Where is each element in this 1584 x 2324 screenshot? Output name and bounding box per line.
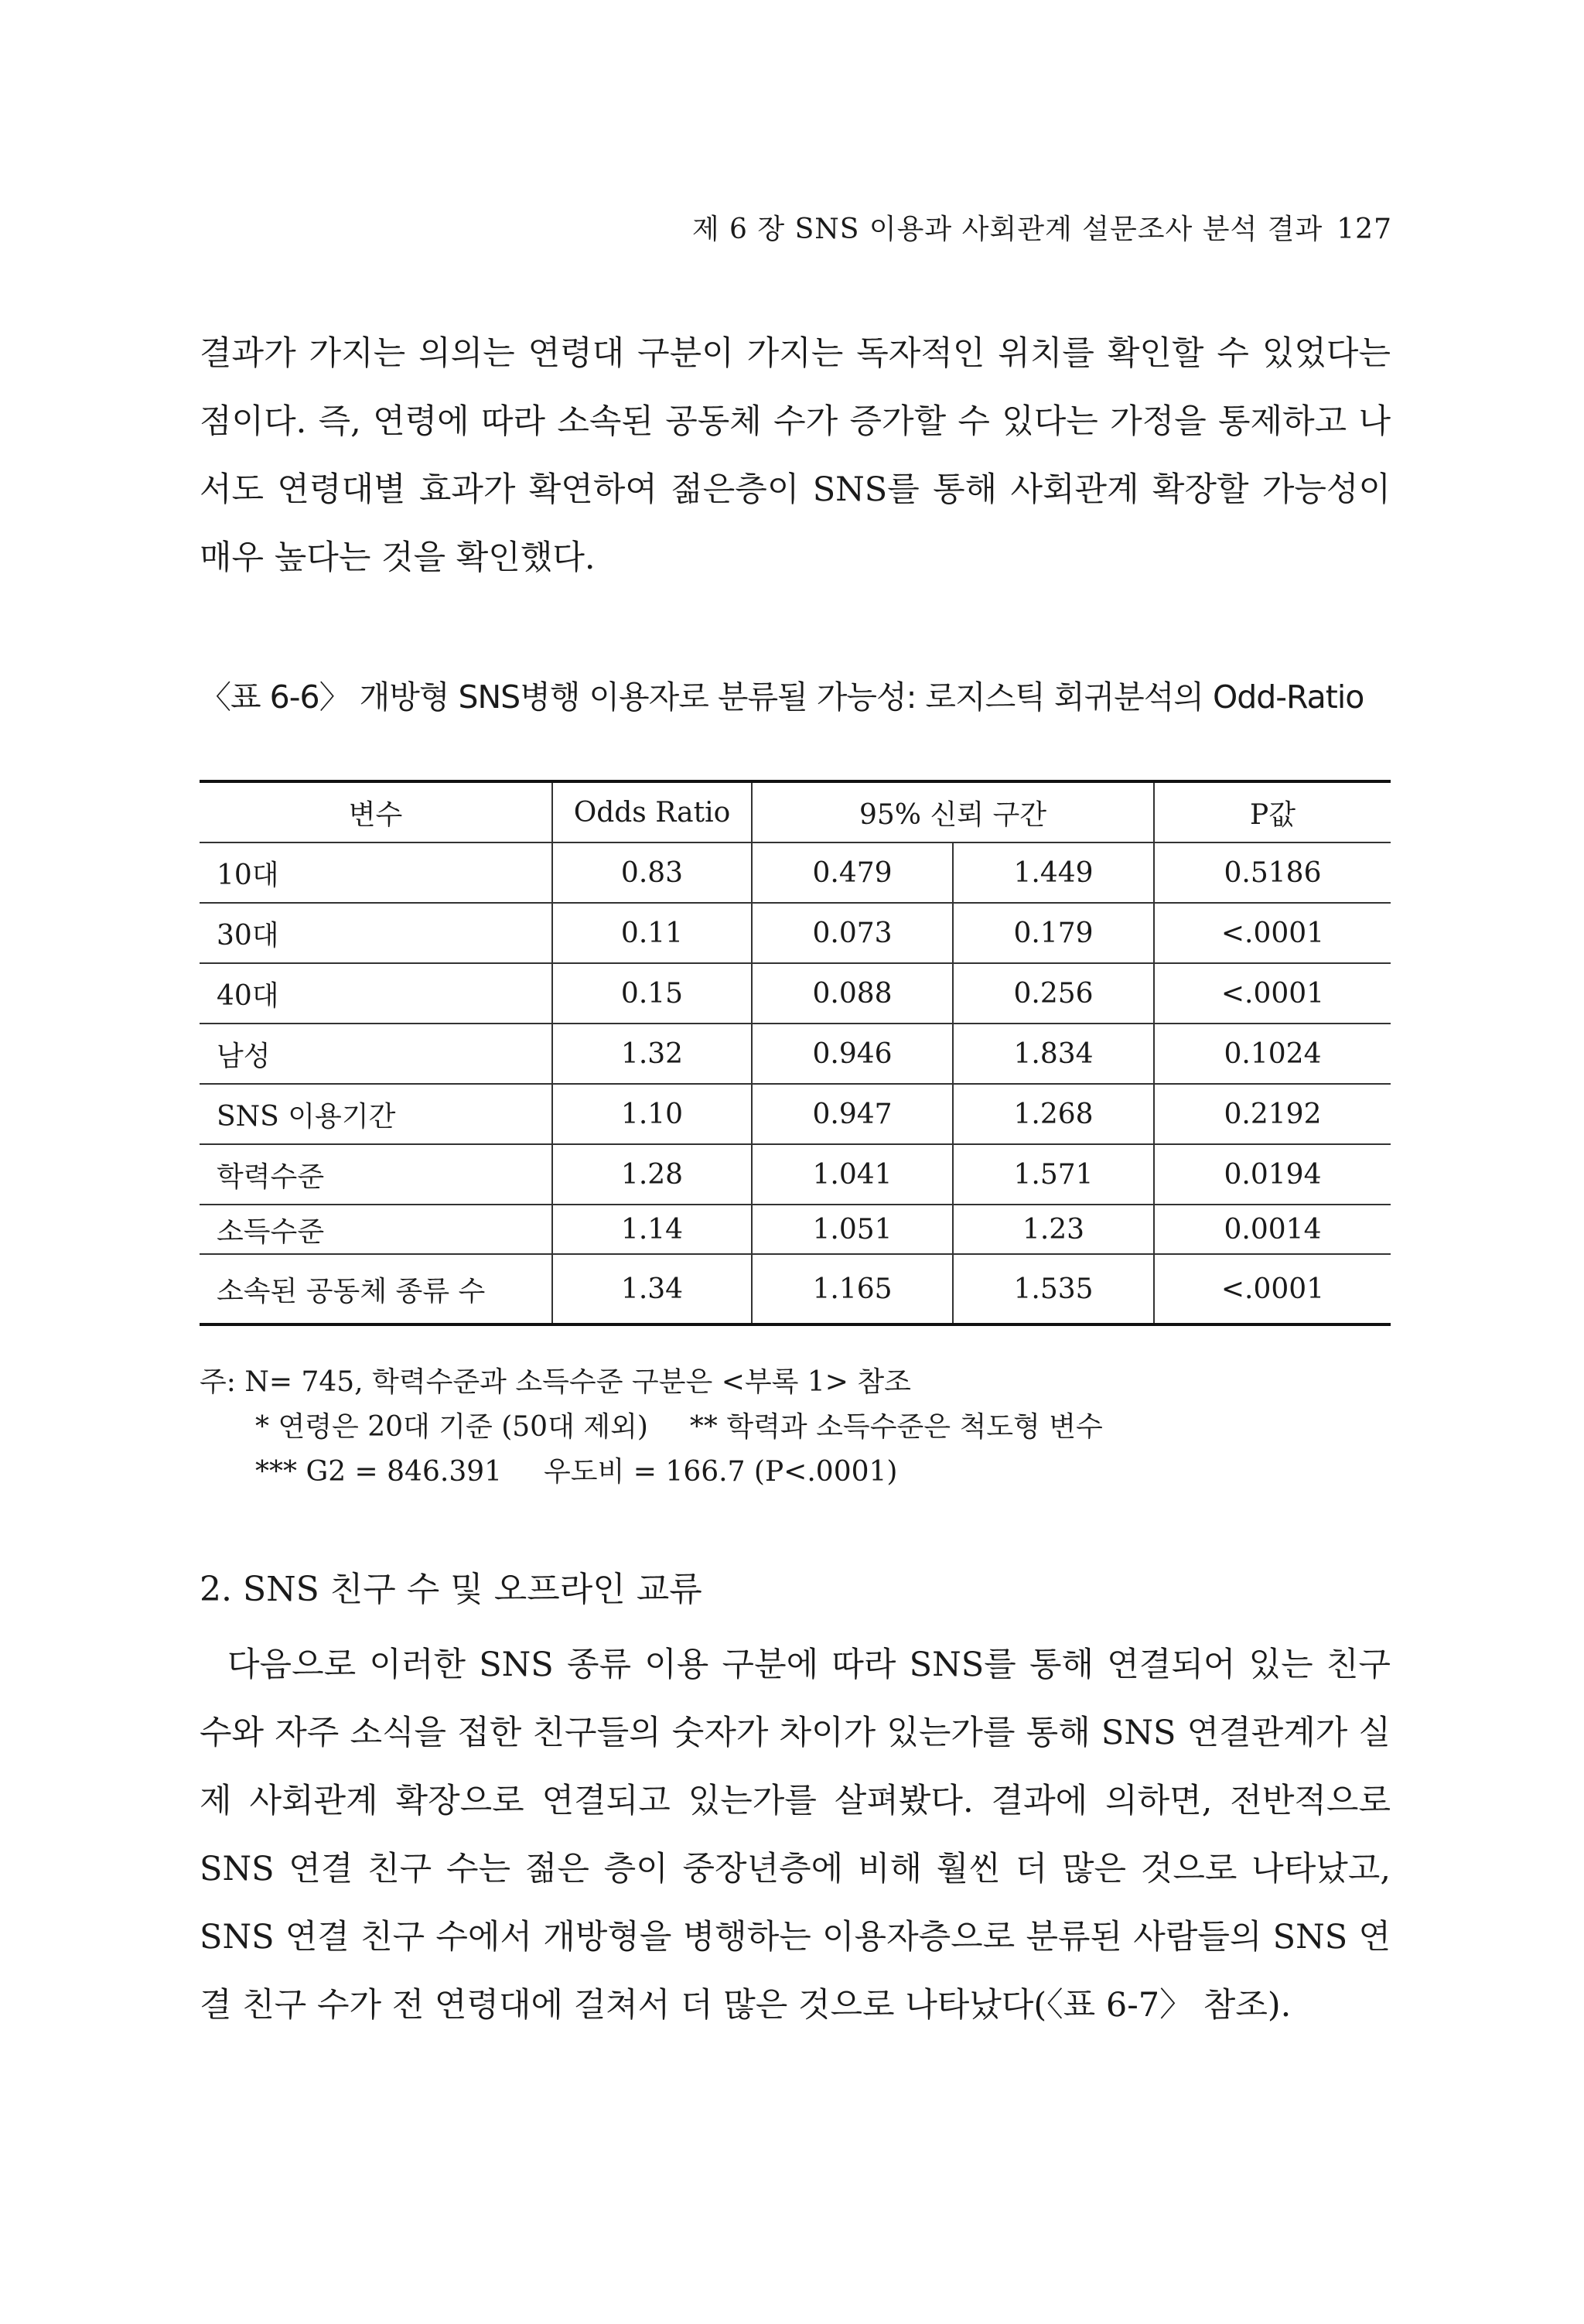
page-number: 127 xyxy=(1336,214,1392,245)
cell-variable: 30대 xyxy=(200,903,552,963)
table-row xyxy=(200,1205,1391,1254)
cell-p-value: <.0001 xyxy=(1154,903,1391,963)
note-likelihood-ratio: 우도비 = 166.7 (P<.0001) xyxy=(544,1456,898,1488)
cell-ci-high: 0.179 xyxy=(953,903,1154,963)
table-row xyxy=(200,903,1391,963)
cell-variable: 10대 xyxy=(200,842,552,903)
section-heading: 2. SNS 친구 수 및 오프라인 교류 xyxy=(200,1570,702,1609)
cell-variable: 소속된 공동체 종류 수 xyxy=(200,1254,552,1324)
cell-p-value: <.0001 xyxy=(1154,1254,1391,1324)
cell-variable: 학력수준 xyxy=(200,1144,552,1205)
cell-p-value: 0.0014 xyxy=(1154,1205,1391,1254)
header-variable: 변수 xyxy=(200,781,552,842)
table-row xyxy=(200,1144,1391,1205)
cell-ci-low: 1.165 xyxy=(752,1254,953,1324)
note-line-3 xyxy=(200,1450,1391,1495)
table-row xyxy=(200,963,1391,1024)
cell-ci-high: 1.23 xyxy=(953,1205,1154,1254)
cell-ci-high: 0.256 xyxy=(953,963,1154,1024)
cell-odds-ratio: 1.34 xyxy=(552,1254,752,1324)
note-g2: *** G2 = 846.391 xyxy=(255,1456,503,1488)
note-line-1: 주: N= 745, 학력수준과 소득수준 구분은 <부록 1> 참조 xyxy=(200,1366,911,1398)
table-caption: 〈표 6-6〉 개방형 SNS병행 이용자로 분류될 가능성: 로지스틱 회귀분석의 Odd-Ratio xyxy=(200,678,1364,716)
cell-odds-ratio: 1.28 xyxy=(552,1144,752,1205)
table-row xyxy=(200,1024,1391,1084)
table-notes xyxy=(200,1360,1391,1495)
body-paragraph-1: 결과가 가지는 의의는 연령대 구분이 가지는 독자적인 위치를 확인할 수 있었다는 점이다. 즉, 연령에 따라 소속된 공동체 수가 증가할 수 있다는 가정을 통제하고 나서도 연령대별 효과가 확연하여 젊은층이 SNS를 통해 사회관계 확장할 가능성이 매우 높다는 것을 확인했다. xyxy=(200,334,1391,577)
table-header-row xyxy=(200,781,1391,842)
cell-ci-low: 1.041 xyxy=(752,1144,953,1205)
header-p-value: P값 xyxy=(1154,781,1391,842)
cell-odds-ratio: 0.15 xyxy=(552,963,752,1024)
cell-variable: 남성 xyxy=(200,1024,552,1084)
table-row xyxy=(200,1084,1391,1144)
cell-ci-low: 0.088 xyxy=(752,963,953,1024)
cell-ci-low: 0.479 xyxy=(752,842,953,903)
cell-odds-ratio: 0.83 xyxy=(552,842,752,903)
note-age-reference: * 연령은 20대 기준 (50대 제외) xyxy=(255,1411,648,1443)
cell-variable: SNS 이용기간 xyxy=(200,1084,552,1144)
cell-p-value: <.0001 xyxy=(1154,963,1391,1024)
cell-ci-low: 0.947 xyxy=(752,1084,953,1144)
note-line-2 xyxy=(200,1405,1391,1450)
odds-ratio-table xyxy=(200,780,1391,1326)
cell-odds-ratio: 1.32 xyxy=(552,1024,752,1084)
cell-ci-low: 0.946 xyxy=(752,1024,953,1084)
table-row xyxy=(200,842,1391,903)
cell-variable: 40대 xyxy=(200,963,552,1024)
body-paragraph-2: 다음으로 이러한 SNS 종류 이용 구분에 따라 SNS를 통해 연결되어 있는 친구수와 자주 소식을 접한 친구들의 숫자가 차이가 있는가를 통해 SNS 연결관계가 실제 사회관계 확장으로 연결되고 있는가를 살펴봤다. 결과에 의하면, 전반적으로 SNS 연결 친구 수는 젊은 층이 중장년층에 비해 훨씬 더 많은 것으로 나타났고, SNS 연결 친구 수에서 개방형을 병행하는 이용자층으로 분류된 사람들의 SNS 연결 친구 수가 전 연령대에 걸쳐서 더 많은 것으로 나타났다(〈표 6-7〉 참조). xyxy=(200,1646,1391,2025)
note-scale-variables: ** 학력과 소득수준은 척도형 변수 xyxy=(689,1411,1103,1443)
cell-ci-high: 1.571 xyxy=(953,1144,1154,1205)
cell-odds-ratio: 1.10 xyxy=(552,1084,752,1144)
cell-ci-high: 1.834 xyxy=(953,1024,1154,1084)
cell-ci-high: 1.449 xyxy=(953,842,1154,903)
cell-ci-low: 0.073 xyxy=(752,903,953,963)
chapter-title: 제 6 장 SNS 이용과 사회관계 설문조사 분석 결과 xyxy=(691,214,1323,245)
cell-p-value: 0.1024 xyxy=(1154,1024,1391,1084)
cell-ci-low: 1.051 xyxy=(752,1205,953,1254)
running-header xyxy=(692,207,1392,247)
header-odds-ratio: Odds Ratio xyxy=(552,781,752,842)
cell-variable: 소득수준 xyxy=(200,1205,552,1254)
cell-ci-high: 1.535 xyxy=(953,1254,1154,1324)
header-confidence-interval: 95% 신뢰 구간 xyxy=(752,781,1154,842)
cell-odds-ratio: 1.14 xyxy=(552,1205,752,1254)
table-row xyxy=(200,1254,1391,1324)
cell-ci-high: 1.268 xyxy=(953,1084,1154,1144)
cell-p-value: 0.2192 xyxy=(1154,1084,1391,1144)
cell-p-value: 0.5186 xyxy=(1154,842,1391,903)
cell-p-value: 0.0194 xyxy=(1154,1144,1391,1205)
cell-odds-ratio: 0.11 xyxy=(552,903,752,963)
